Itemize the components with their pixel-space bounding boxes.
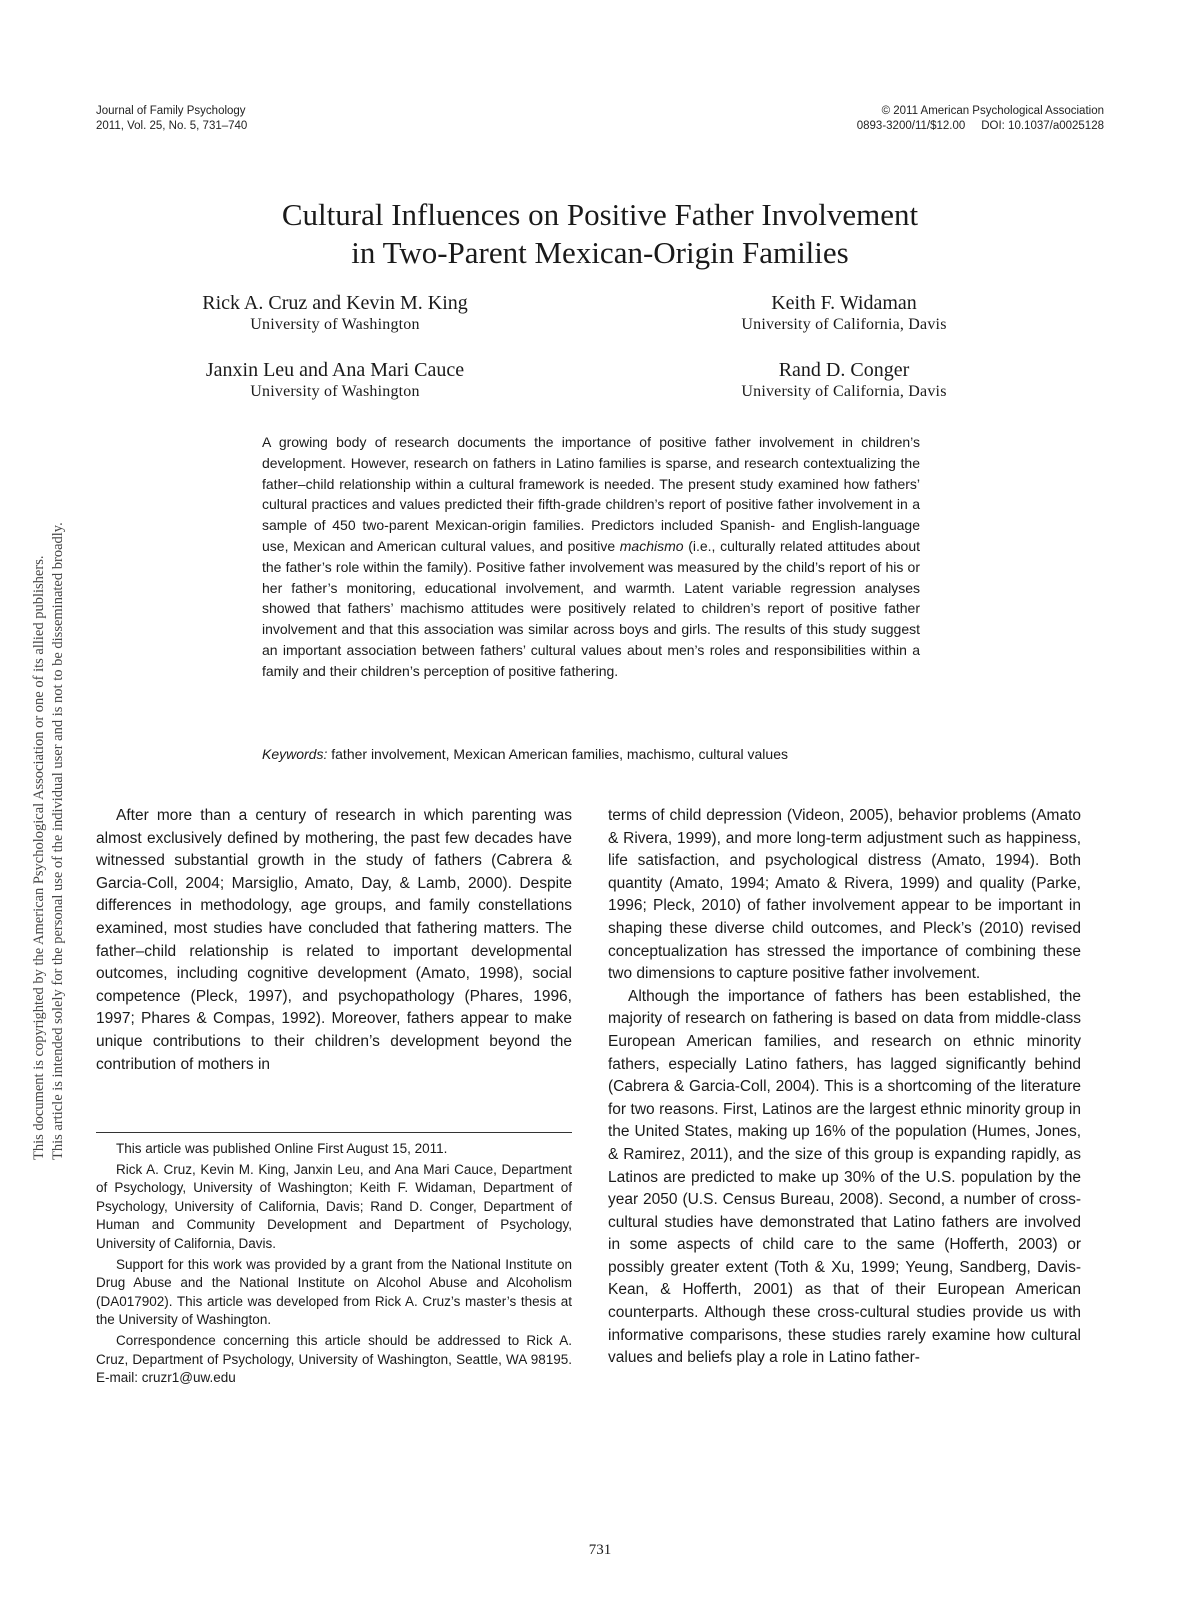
author-affiliation: University of California, Davis [741,316,947,333]
keywords-text: father involvement, Mexican American families, machismo, cultural values [327,746,788,762]
doi-line: 0893-3200/11/$12.00 DOI: 10.1037/a0025128 [856,120,1104,132]
body-paragraph: terms of child depression (Videon, 2005), behavior problems (Amato & Rivera, 1999), and more long-term adjustment such as happiness, life satisfaction, and psychological distress (Amato, 1994). Both quantity (Amato, 1994; Amato & Rivera, 1999) and quality (Parke, 1996; Pleck, 2010) of father involvement appear to be important in shaping these diverse child outcomes, and Pleck’s (2010) revised conceptualization has stressed the importance of combining these two dimensions to capture positive father involvement. [608,807,1081,983]
keywords-label: Keywords: [262,746,328,762]
author-name: Keith F. Widaman [771,292,917,314]
author-block [706,291,982,335]
article-title [0,196,1200,272]
footnote-divider [96,1132,572,1133]
abstract-text: A growing body of research documents the importance of positive father involvement in children’s development. However, research on fathers in Latino families is sparse, and research contextualizing the father–child relationship within a cultural framework is needed. The present study examined how fathers’ cultural practices and values predicted their fifth-grade children’s report of positive father involvement in a sample of 450 two-parent Mexican-origin families. Predictors included Spanish- and English-language use, Mexican and American cultural values, and positive [262,434,920,554]
body-column-right [608,805,1081,1370]
author-block [170,291,500,335]
author-affiliation: University of California, Davis [741,383,947,400]
body-paragraph: Although the importance of fathers has been established, the majority of research on fathering is based on data from middle-class European American families, and research on ethnic minority fathers, especially Latino fathers, has lagged significantly behind (Cabrera & Garcia-Coll, 2004). This is a shortcoming of the literature for two reasons. First, Latinos are the largest ethnic minority group in the United States, making up 16% of the population (Humes, Jones, & Ramirez, 2011), and the size of this group is expanding rapidly, as Latinos are predicted to make up 30% of the U.S. population by the year 2050 (U.S. Census Bureau, 2008). Second, a number of cross-cultural studies have demonstrated that Latino fathers are involved in some aspects of child care to the same (Hofferth, 2003) or possibly greater extent (Toth & Xu, 1999; Yeung, Sandberg, Davis-Kean, & Hofferth, 2001) as that of their European American counterparts. Although these cross-cultural studies provide us with informative comparisons, these studies rarely examine how cultural values and beliefs play a role in Latino father- [608,987,1081,1367]
abstract-italic-term: machismo [619,537,684,554]
copyright-line: © 2011 American Psychological Association [881,105,1104,117]
body-paragraph: After more than a century of research in which parenting was almost exclusively defined by mothering, the past few decades have witnessed substantial growth in the study of fathers (Cabrera & Garcia-Coll, 2004; Marsiglio, Amato, Day, & Lamb, 2000). Despite differences in methodology, age groups, and family constellations examined, most studies have concluded that fathering matters. The father–child relationship is related to important developmental outcomes, including cognitive development (Amato, 1998), social competence (Pleck, 1997), and psychopathology (Phares, 1996, 1997; Phares & Compas, 1992). Moreover, fathers appear to make unique contributions to their children’s development beyond the contribution of mothers in [96,807,572,1073]
keywords [262,745,962,763]
abstract-text: (i.e., culturally related attitudes about the father’s role within the family). Positive father involvement was measured by the child’s report of his or her father’s monitoring, educational involvement, and warmth. Latent variable regression analyses showed that fathers’ machismo attitudes were positively related to children’s report of positive father involvement and that this association was similar across boys and girls. The results of this study suggest an important association between fathers’ cultural values about men’s roles and responsibilities within a family and their children’s perception of positive fathering. [262,537,921,679]
journal-header [96,104,247,134]
footnote-affiliations: Rick A. Cruz, Kevin M. King, Janxin Leu, and Ana Mari Cauce, Department of Psychology, University of Washington; Keith F. Widaman, Department of Psychology, University of California, Davis; Rand D. Conger, Department of Human and Community Development and Department of Psychology, University of California, Davis. [96,1161,572,1251]
title-line-2: in Two-Parent Mexican-Origin Families [351,235,849,270]
author-affiliation: University of Washington [250,383,420,400]
footnote-support: Support for this work was provided by a grant from the National Institute on Drug Abuse and the National Institute on Alcohol Abuse and Alcoholism (DA017902). This article was developed from Rick A. Cruz’s master’s thesis at the University of Washington. [96,1256,572,1328]
abstract [262,432,920,682]
footnote-published: This article was published Online First August 15, 2011. [116,1141,448,1156]
author-block [706,358,982,402]
copyright-header [857,104,1104,134]
journal-name: Journal of Family Psychology [96,105,246,117]
page-number: 731 [588,1542,612,1558]
side-notice-line-1: This document is copyrighted by the American Psychological Association or one of its allied publishers. [31,555,47,1160]
footnotes [96,1140,572,1390]
author-name: Rand D. Conger [778,359,910,381]
title-line-1: Cultural Influences on Positive Father Involvement [281,197,919,232]
author-name: Janxin Leu and Ana Mari Cauce [205,359,465,381]
journal-volume: 2011, Vol. 25, No. 5, 731–740 [96,120,248,132]
footnote-correspondence: Correspondence concerning this article should be addressed to Rick A. Cruz, Department of Psychology, University of Washington, Seattle, WA 98195. E-mail: cruzr1@uw.edu [96,1332,572,1386]
author-block [170,358,500,402]
side-notice-line-2: This article is intended solely for the personal use of the individual user and is not to be disseminated broadly. [50,522,66,1160]
author-name: Rick A. Cruz and Kevin M. King [202,292,468,314]
author-affiliation: University of Washington [250,316,420,333]
body-column-left [96,805,572,1076]
